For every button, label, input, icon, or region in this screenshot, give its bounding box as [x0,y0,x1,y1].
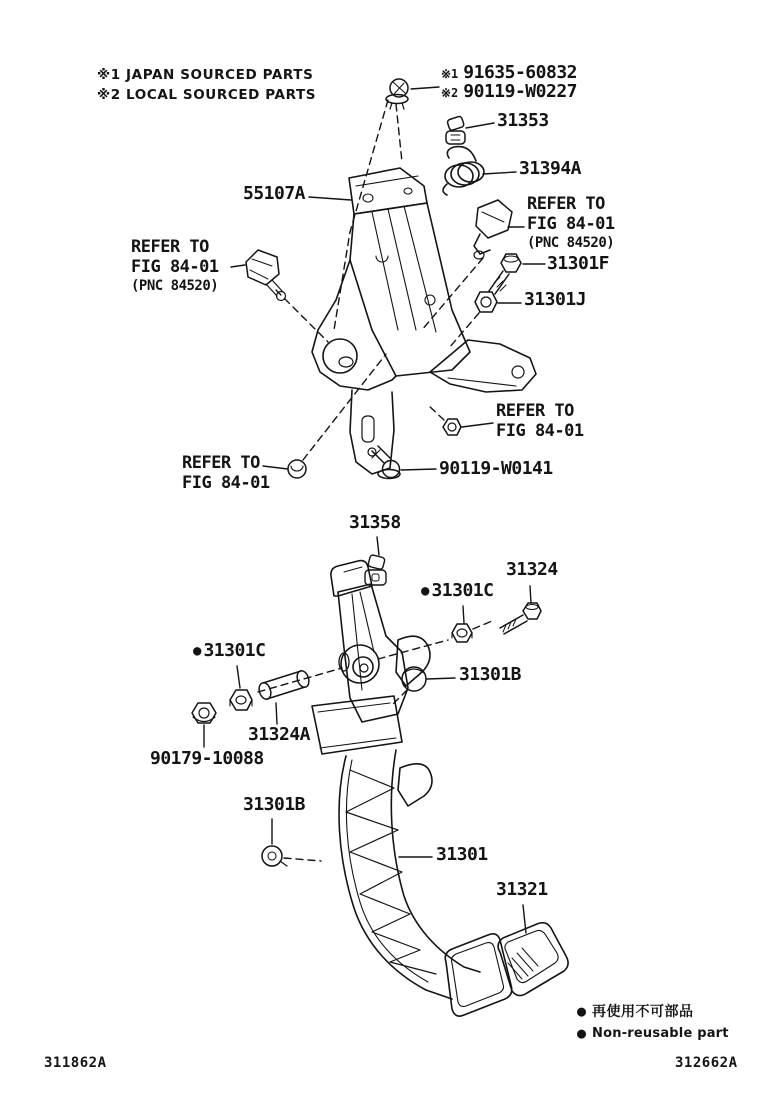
pivot-bolt-drawing [386,79,408,109]
label-55107A: 55107A [243,183,306,204]
figure-code-right: 312662A [675,1055,738,1071]
nut-90179-drawing [192,703,216,723]
part-number: 31301C [431,580,494,601]
refer-block-right [527,194,615,252]
label-31324A: 31324A [248,724,311,745]
label-31353: 31353 [497,110,549,131]
label-31301B-lower: 31301B [243,794,306,815]
nut-mid-right-drawing [443,419,461,435]
nut-31301J-drawing [475,292,497,312]
nut-31301C-left-drawing [230,690,252,710]
refer-line2: FIG 84-01 [527,214,615,234]
note-japan-sourced: ※1 JAPAN SOURCED PARTS [97,67,314,83]
non-reusable-icon: ● [421,583,430,600]
refer-pnc: (PNC 84520) [527,235,615,251]
ref-mark-1: ※1 [441,67,459,81]
refer-line2: FIG 84-01 [131,257,219,277]
legend-row-jp [577,1001,729,1021]
grommet-31301B-lower-drawing [262,846,287,866]
label-90179-10088: 90179-10088 [150,748,264,769]
bolt-31324-drawing [500,603,541,634]
non-reusable-icon: ● [577,1024,587,1042]
refer-block-left [131,237,219,295]
label-31321: 31321 [496,879,548,900]
label-31394A: 31394A [519,158,582,179]
part-number: 90119-W0227 [463,80,577,102]
non-reusable-icon: ● [577,1001,587,1020]
refer-pnc: (PNC 84520) [131,278,219,294]
note-local-sourced: ※2 LOCAL SOURCED PARTS [97,87,317,103]
label-31301B-right: 31301B [459,664,522,685]
bolt-31301F-drawing [489,254,521,294]
refer-line2: FIG 84-01 [496,421,584,441]
legend-text-en: Non-reusable part [592,1026,729,1041]
part-number: 31301C [203,640,266,661]
non-reusable-legend [577,1001,729,1046]
label-90119-W0227 [441,80,577,102]
nut-31301C-right-drawing [452,624,472,642]
label-31324: 31324 [506,559,558,580]
refer-line2: FIG 84-01 [182,473,270,493]
non-reusable-icon: ● [193,643,202,660]
refer-line1: REFER TO [182,453,260,473]
figure-code-left: 311862A [44,1055,107,1071]
label-31301C-right [421,582,493,601]
refer-line1: REFER TO [131,237,209,257]
label-31301J: 31301J [524,289,587,310]
label-31301C-left [193,642,265,661]
ref-mark-2: ※2 [441,85,459,100]
grommet-lower-left-drawing [288,460,306,478]
label-31301F: 31301F [547,253,610,274]
clip-31353-drawing [446,116,465,144]
legend-row-en [577,1026,729,1041]
switch-right-drawing [474,200,512,259]
label-31301: 31301 [436,844,488,865]
refer-line1: REFER TO [527,194,605,214]
label-31358: 31358 [349,512,401,533]
refer-block-mid-right [496,401,584,441]
clutch-pedal-drawing [312,554,512,1016]
label-90119-W0141: 90119-W0141 [439,458,553,479]
pedal-pad-31321-drawing [498,923,568,996]
refer-line1: REFER TO [496,401,574,421]
refer-block-bottom-left [182,453,270,493]
part-number: 91635-60832 [463,62,577,83]
label-pivot-bolt-group [441,64,577,102]
spring-31394A-drawing [443,147,484,195]
legend-text-jp: 再使用不可部品 [592,1004,694,1020]
